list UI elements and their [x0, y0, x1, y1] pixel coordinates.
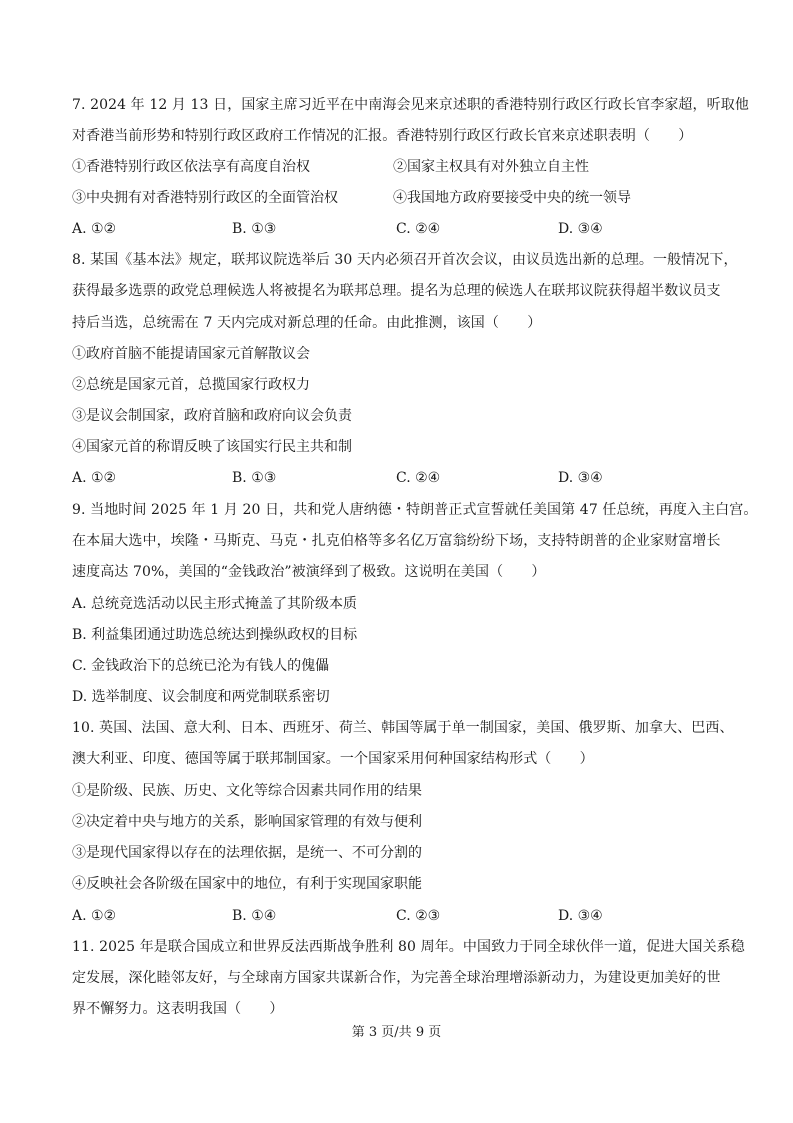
q9-stem-line-2: 在本届大选中，埃隆・马斯克、马克・扎克伯格等多名亿万富翁纷纷下场，支持特朗普的企业家财富增长: [72, 533, 721, 549]
q10-choice-a: A. ①②: [72, 908, 117, 924]
q7-statement-4: ④我国地方政府要接受中央的统一领导: [393, 190, 631, 206]
q8-choice-b: B. ①③: [232, 470, 277, 486]
q9-choice-a: A. 总统竞选活动以民主形式掩盖了其阶级本质: [72, 596, 358, 612]
q8-choice-a: A. ①②: [72, 470, 117, 486]
q7-stem-line-2: 对香港当前形势和特别行政区政府工作情况的汇报。香港特别行政区行政长官来京述职表明（ ）: [72, 128, 693, 144]
q7-choice-b: B. ①③: [232, 221, 277, 237]
q7-statement-1: ①香港特别行政区依法享有高度自治权: [72, 159, 310, 175]
page-number-footer: 第 3 页/共 9 页: [351, 1025, 442, 1040]
q10-statement-4: ④反映社会各阶级在国家中的地位，有利于实现国家职能: [72, 876, 422, 892]
q9-stem-line-3: 速度高达 70%，美国的“金钱政治”被演绎到了极致。这说明在美国（ ）: [72, 564, 546, 580]
q8-stem-line-1: 8. 某国《基本法》规定，联邦议院选举后 30 天内必须召开首次会议，由议员选出新的总理。一般情况下，: [72, 252, 738, 268]
q9-choice-d: D. 选举制度、议会制度和两党制联系密切: [72, 689, 330, 705]
q7-choice-a: A. ①②: [72, 221, 117, 237]
q10-stem-line-1: 10. 英国、法国、意大利、日本、西班牙、荷兰、韩国等属于单一制国家，美国、俄罗斯、加拿大、巴西、: [72, 720, 734, 736]
q8-statement-1: ①政府首脑不能提请国家元首解散议会: [72, 346, 310, 362]
q9-stem-line-1: 9. 当地时间 2025 年 1 月 20 日，共和党人唐纳德・特朗普正式宣誓就任美国第 47 任总统，再度入主白宫。: [72, 502, 758, 518]
q7-statement-3: ③中央拥有对香港特别行政区的全面管治权: [72, 190, 338, 206]
q8-choice-c: C. ②④: [396, 470, 441, 486]
q10-statement-3: ③是现代国家得以存在的法理依据，是统一、不可分割的: [72, 845, 422, 861]
q8-stem-line-2: 获得最多选票的政党总理候选人将被提名为联邦总理。提名为总理的候选人在联邦议院获得超半数议员支: [72, 283, 721, 299]
q7-stem-line-1: 7. 2024 年 12 月 13 日，国家主席习近平在中南海会见来京述职的香港特别行政区行政长官李家超，听取他: [72, 97, 749, 113]
q8-stem-line-3: 持后当选，总统需在 7 天内完成对新总理的任命。由此推测，该国（ ）: [72, 315, 542, 331]
q8-statement-4: ④国家元首的称谓反映了该国实行民主共和制: [72, 439, 352, 455]
q9-choice-b: B. 利益集团通过助选总统达到操纵政权的目标: [72, 627, 358, 643]
q10-choice-c: C. ②③: [396, 908, 441, 924]
q10-statement-2: ②决定着中央与地方的关系，影响国家管理的有效与便利: [72, 814, 422, 830]
q8-statement-2: ②总统是国家元首，总揽国家行政权力: [72, 377, 310, 393]
q8-choice-d: D. ③④: [558, 470, 603, 486]
q11-stem-line-1: 11. 2025 年是联合国成立和世界反法西斯战争胜利 80 周年。中国致力于同全球伙伴一道，促进大国关系稳: [72, 939, 745, 955]
q10-stem-line-2: 澳大利亚、印度、德国等属于联邦制国家。一个国家采用何种国家结构形式（ ）: [72, 751, 594, 767]
q10-choice-d: D. ③④: [558, 908, 603, 924]
q7-statement-2: ②国家主权具有对外独立自主性: [393, 159, 589, 175]
q9-choice-c: C. 金钱政治下的总统已沦为有钱人的傀儡: [72, 658, 330, 674]
q10-statement-1: ①是阶级、民族、历史、文化等综合因素共同作用的结果: [72, 783, 422, 799]
q7-choice-d: D. ③④: [558, 221, 603, 237]
q8-statement-3: ③是议会制国家，政府首脑和政府向议会负责: [72, 408, 352, 424]
q10-choice-b: B. ①④: [232, 908, 277, 924]
q7-choice-c: C. ②④: [396, 221, 441, 237]
q11-stem-line-2: 定发展，深化睦邻友好，与全球南方国家共谋新合作，为完善全球治理增添新动力，为建设更加美好的世: [72, 970, 721, 986]
q11-stem-line-3: 界不懈努力。这表明我国（ ）: [72, 1001, 284, 1017]
